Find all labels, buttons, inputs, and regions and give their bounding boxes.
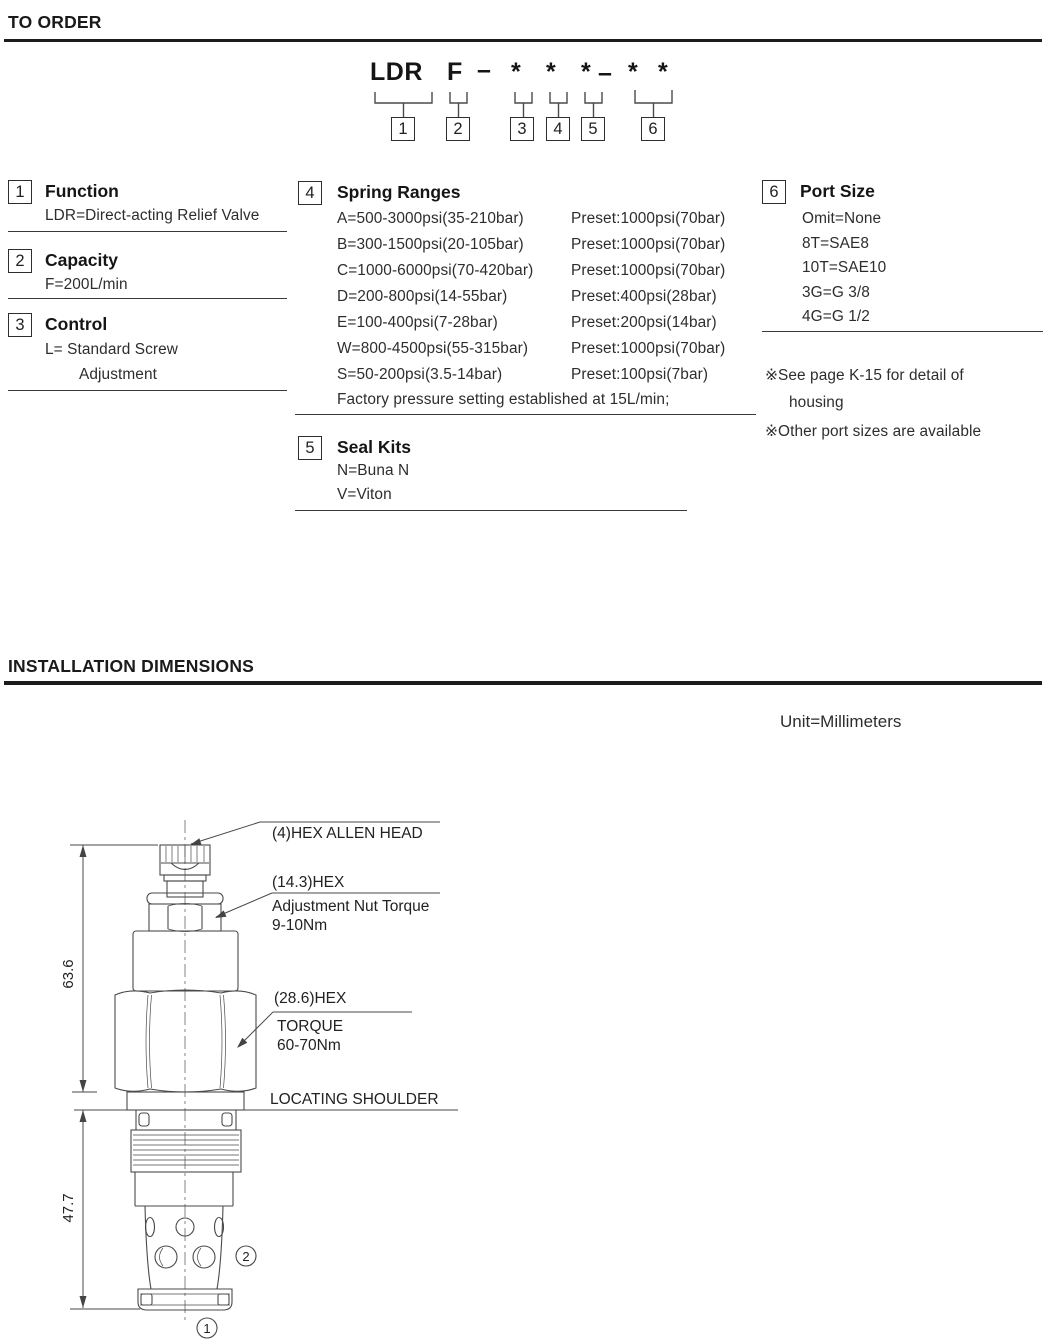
code-capacity: F	[447, 58, 463, 86]
to-order-title: TO ORDER	[8, 12, 102, 32]
spring-range-b: B=300-1500psi(20-105bar)	[337, 236, 524, 253]
torque-label-1: TORQUE	[277, 1018, 344, 1035]
port-title: Port Size	[800, 181, 875, 201]
function-title: Function	[45, 181, 119, 201]
cap-body	[133, 931, 238, 991]
balloon-1-label: 1	[203, 1321, 211, 1336]
port-option-10t: 10T=SAE10	[802, 259, 887, 277]
port-balloon-1	[197, 1318, 217, 1338]
threaded-section	[131, 1130, 241, 1172]
spring-preset-a: Preset:1000psi(70bar)	[571, 210, 726, 227]
spring-range-w: W=800-4500psi(55-315bar)	[337, 340, 529, 357]
dimension-63-6	[60, 845, 158, 1092]
spring-range-e: E=100-400psi(7-28bar)	[337, 314, 498, 331]
code-box-6: 6	[641, 117, 665, 141]
spring-range-table	[337, 206, 725, 388]
spring-title: Spring Ranges	[337, 182, 461, 202]
port-option-8t: 8T=SAE8	[802, 234, 870, 252]
spring-preset-e: Preset:200psi(14bar)	[571, 314, 717, 331]
control-divider	[8, 390, 287, 391]
code-star-1: *	[511, 58, 522, 86]
nose-section	[145, 1206, 224, 1289]
code-star-3: *	[581, 58, 592, 86]
capacity-value: F=200L/min	[45, 276, 128, 293]
port-option-omit: Omit=None	[802, 210, 882, 227]
capacity-divider	[8, 298, 287, 299]
seal-value-v: V=Viton	[337, 486, 392, 503]
spring-divider	[295, 414, 756, 415]
spring-preset-b: Preset:1000psi(70bar)	[571, 236, 726, 253]
spring-range-s: S=50-200psi(3.5-14bar)	[337, 366, 503, 383]
to-order-rule	[4, 39, 1042, 42]
torque-label-2: 60-70Nm	[277, 1037, 341, 1054]
dim-47-7-label: 47.7	[60, 1193, 77, 1223]
function-divider	[8, 231, 287, 232]
control-numbox: 3	[8, 313, 32, 337]
locating-shoulder-label: LOCATING SHOULDER	[270, 1091, 439, 1108]
installation-title: INSTALLATION DIMENSIONS	[8, 656, 255, 676]
dimension-47-7	[60, 1110, 140, 1309]
code-star-4: *	[628, 58, 639, 86]
footnote-housing-line2: housing	[789, 394, 844, 411]
port-option-3g: 3G=G 3/8	[802, 283, 870, 301]
pilot-section	[135, 1172, 233, 1206]
code-dash-2: –	[598, 59, 613, 87]
code-star-2: *	[546, 58, 557, 86]
code-box-2: 2	[446, 117, 470, 141]
spring-range-d: D=200-800psi(14-55bar)	[337, 288, 508, 305]
code-dash-1: –	[477, 56, 492, 84]
spring-range-a: A=500-3000psi(35-210bar)	[337, 210, 524, 227]
spring-range-c: C=1000-6000psi(70-420bar)	[337, 262, 534, 279]
footnote-housing-line1: ※See page K-15 for detail of	[765, 367, 964, 384]
spring-numbox: 4	[298, 181, 322, 205]
control-value-line2: Adjustment	[79, 366, 157, 383]
control-value-line1: L= Standard Screw	[45, 341, 179, 358]
spring-preset-d: Preset:400psi(28bar)	[571, 288, 717, 305]
code-star-5: *	[658, 58, 669, 86]
balloon-2-label: 2	[242, 1249, 250, 1264]
callout-hex-torque	[237, 990, 412, 1054]
callout-adjustment-nut	[215, 874, 440, 934]
callout-allen-head	[190, 822, 440, 845]
code-box-4: 4	[546, 117, 570, 141]
port-balloon-2	[236, 1246, 256, 1266]
dim-63-6-label: 63.6	[60, 959, 77, 989]
hex-28-6-label: (28.6)HEX	[274, 990, 347, 1007]
seal-divider	[295, 510, 687, 511]
code-prefix: LDR	[370, 58, 423, 86]
footnote-other-ports: ※Other port sizes are available	[765, 423, 982, 440]
nut-torque-label-2: 9-10Nm	[272, 917, 328, 934]
unit-note: Unit=Millimeters	[780, 712, 902, 731]
function-value: LDR=Direct-acting Relief Valve	[45, 207, 260, 224]
spring-factory-note: Factory pressure setting established at 15L/min;	[337, 391, 670, 408]
large-hex-body	[115, 990, 256, 1092]
port-options-list	[802, 207, 886, 330]
installation-drawing	[40, 790, 490, 1343]
seal-title: Seal Kits	[337, 437, 411, 457]
control-title: Control	[45, 314, 108, 334]
port-divider	[762, 331, 1043, 332]
allen-head-label: (4)HEX ALLEN HEAD	[272, 825, 423, 842]
port-option-4g: 4G=G 1/2	[802, 308, 870, 326]
port-numbox: 6	[762, 180, 786, 204]
spring-preset-s: Preset:100psi(7bar)	[571, 366, 709, 383]
seal-numbox: 5	[298, 436, 322, 460]
spring-preset-w: Preset:1000psi(70bar)	[571, 340, 726, 357]
seal-value-n: N=Buna N	[337, 462, 410, 479]
installation-rule	[4, 681, 1042, 685]
hex-14-3-label: (14.3)HEX	[272, 874, 345, 891]
code-box-3: 3	[510, 117, 534, 141]
spring-preset-c: Preset:1000psi(70bar)	[571, 262, 726, 279]
code-box-1: 1	[391, 117, 415, 141]
oring-neck	[136, 1110, 236, 1130]
capacity-title: Capacity	[45, 250, 118, 270]
locating-shoulder-band	[127, 1092, 244, 1110]
nut-torque-label-1: Adjustment Nut Torque	[272, 898, 430, 915]
capacity-numbox: 2	[8, 249, 32, 273]
code-box-5: 5	[581, 117, 605, 141]
function-numbox: 1	[8, 180, 32, 204]
